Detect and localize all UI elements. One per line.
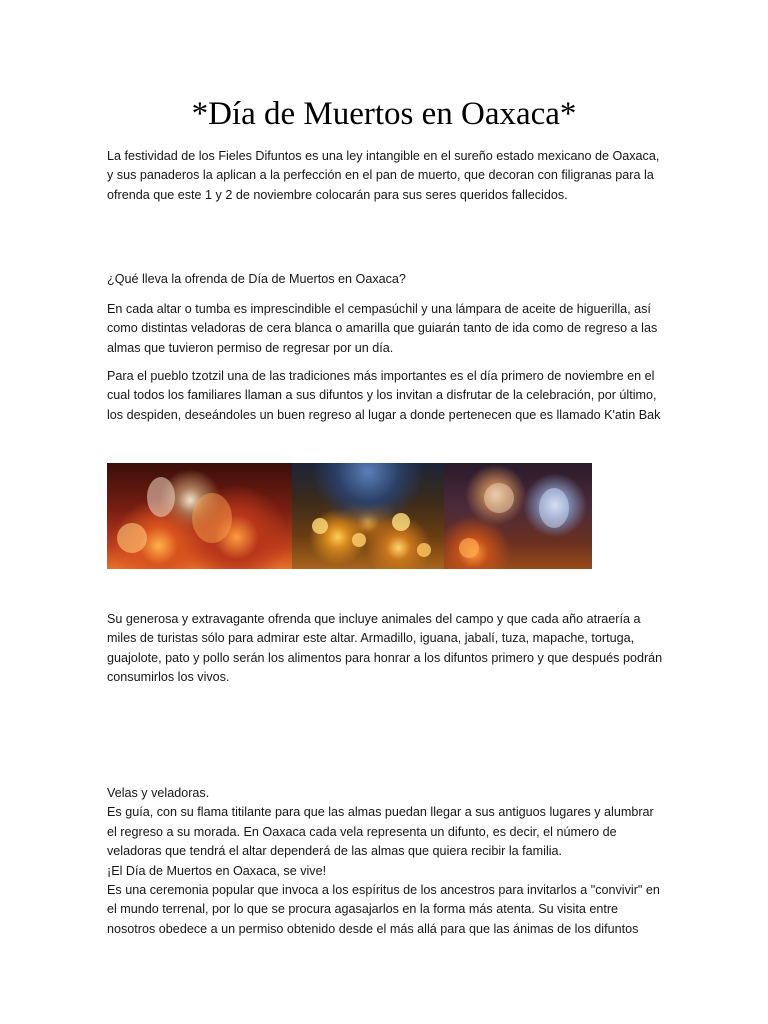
altar-photo [107,463,292,569]
document-title: *Día de Muertos en Oaxaca* [191,96,577,132]
altar-paragraph: En cada altar o tumba es imprescindible el cempasúchil y una lámpara de aceite de higuerilla, así como distintas veladoras de cera blanca o amarilla que guiarán tanto de ida como de regreso a las almas que tuvieron permiso de regresar por un día. [107,302,658,355]
velas-subheading: ¡El Día de Muertos en Oaxaca, se vive! [107,863,327,878]
tzotzil-paragraph: Para el pueblo tzotzil una de las tradiciones más importantes es el día primero de noviembre en el cual todos los familiares llaman a sus difuntos y los invitan a disfrutar de la celebración, por último, los despiden, deseándoles un buen regreso al lugar a donde pertenecen que es llamado K'atin Bak [107,369,661,422]
intro-paragraph: La festividad de los Fieles Difuntos es una ley intangible en el sureño estado mexicano de Oaxaca, y sus panaderos la aplican a la perfección en el pan de muerto, que decoran con filigranas para la ofrenda que este 1 y 2 de noviembre colocarán para sus seres queridos fallecidos. [107,149,660,202]
candles-cemetery-photo [292,463,444,569]
photo-strip [107,463,592,569]
question-paragraph: ¿Qué lleva la ofrenda de Día de Muertos en Oaxaca? [107,272,406,286]
velas-heading: Velas y veladoras. [107,786,210,800]
decorated-tombs-photo [444,463,592,569]
velas-body: Es guía, con su flama titilante para que las almas puedan llegar a sus antiguos lugares y alumbrar el regreso a su morada. En Oaxaca cada vela representa un difunto, es decir, el número de veladoras que tendrá el altar dependerá de las almas que quiera recibir la familia. [107,805,654,859]
velas-section [107,784,667,939]
ofrenda-paragraph: Su generosa y extravagante ofrenda que incluye animales del campo y que cada año atraería a miles de turistas sólo para admirar este altar. Armadillo, iguana, jabalí, tuza, mapache, tortuga, guajolote, pato y pollo serán los alimentos para honrar a los difuntos primero y que después podrán consumirlos los vivos. [107,612,663,685]
velas-ceremony: Es una ceremonia popular que invoca a los espíritus de los ancestros para invitarlos a "convivir" en el mundo terrenal, por lo que se procura agasajarlos en la forma más atenta. Su visita entre nosotros obedece a un permiso obtenido desde el más allá para que las ánimas de los difuntos [107,883,660,936]
